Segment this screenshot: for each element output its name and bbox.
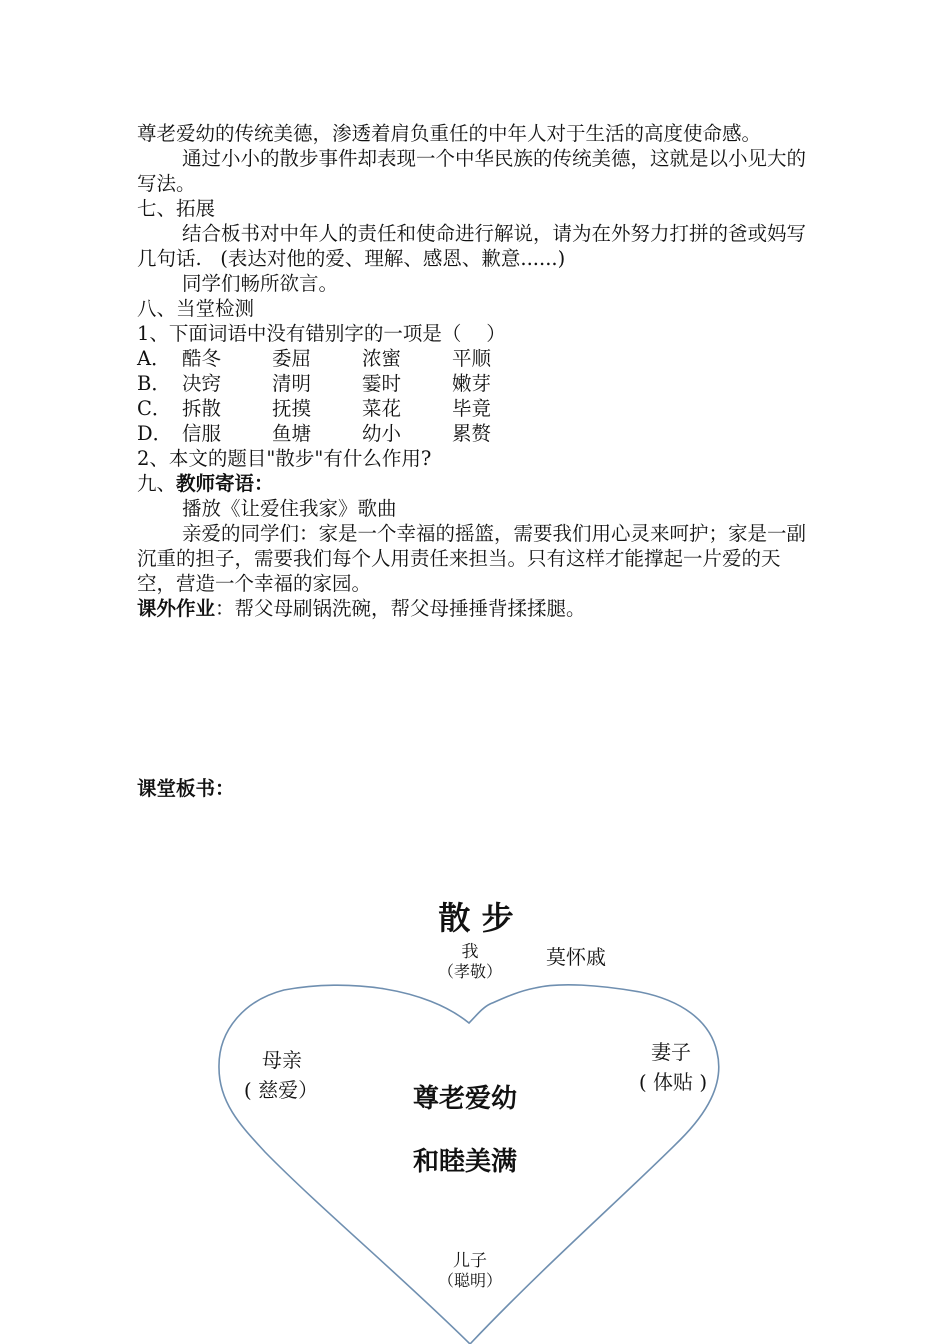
- option-key: B．: [137, 372, 171, 395]
- option-key: D．: [137, 422, 173, 445]
- option-b: [137, 371, 817, 396]
- label-me-trait: （孝敬）: [437, 962, 502, 981]
- question-1: 1、下面词语中没有错别字的一项是（ ）: [137, 322, 506, 345]
- option-a: [137, 346, 817, 371]
- option-word: 毕竟: [452, 397, 492, 420]
- option-word: 清明: [272, 372, 312, 395]
- option-key: A．: [137, 347, 171, 370]
- board-label: 课堂板书：: [137, 777, 235, 800]
- paragraph-teacher-message: 亲爱的同学们：家是一个幸福的摇篮，需要我们用心灵来呵护；家是一副沉重的担子，需要我们每个人用责任来担当。只有这样才能撑起一片爱的天空，营造一个幸福的家园。: [137, 522, 807, 595]
- blackboard-diagram: [200, 890, 760, 1344]
- option-word: 信服: [182, 422, 222, 445]
- paragraph-summary: 尊老爱幼的传统美德，渗透着肩负重任的中年人对于生活的高度使命感。: [137, 122, 762, 145]
- homework-line: [137, 596, 817, 621]
- question-2: 2、本文的题目"散步"有什么作用?: [137, 447, 432, 470]
- section-heading-teacher-message: [137, 471, 817, 496]
- section-heading-extension: 七、拓展: [137, 197, 216, 220]
- document-body: [137, 121, 817, 621]
- homework-text: ：帮父母刷锅洗碗，帮父母捶捶背揉揉腿。: [215, 597, 586, 620]
- label-mother: 母亲: [262, 1048, 302, 1072]
- paragraph-discussion: 同学们畅所欲言。: [182, 272, 339, 295]
- paragraph-extension-task: 结合板书对中年人的责任和使命进行解说，请为在外努力打拼的爸或妈写几句话. (表达对他的爱、理解、感恩、歉意......): [137, 222, 807, 270]
- option-c: [137, 396, 817, 421]
- option-word: 拆散: [182, 397, 222, 420]
- option-d: [137, 421, 817, 446]
- paragraph-writing-method: 通过小小的散步事件却表现一个中华民族的传统美德，这就是以小见大的写法。: [137, 147, 807, 195]
- option-word: 累赘: [452, 422, 492, 445]
- option-word: 委屈: [272, 347, 312, 370]
- label-author: 莫怀戚: [546, 945, 606, 969]
- option-word: 菜花: [362, 397, 402, 420]
- center-text-1: 尊老爱幼: [412, 1084, 517, 1114]
- option-word: 酷冬: [182, 347, 222, 370]
- homework-label: 课外作业: [137, 597, 216, 620]
- option-word: 鱼塘: [272, 422, 312, 445]
- label-wife-trait: ( 体贴 ): [638, 1070, 708, 1094]
- option-word: 平顺: [452, 347, 492, 370]
- paragraph-song: 播放《让爱住我家》歌曲: [182, 497, 397, 520]
- option-word: 嫩芽: [452, 372, 492, 395]
- option-word: 霎时: [362, 372, 402, 395]
- label-wife: 妻子: [651, 1040, 691, 1064]
- option-word: 决窍: [182, 372, 222, 395]
- label-me: 我: [461, 942, 479, 962]
- option-word: 浓蜜: [362, 347, 402, 370]
- option-key: C．: [137, 397, 172, 420]
- option-word: 幼小: [362, 422, 402, 445]
- board-title: 散 步: [438, 899, 514, 937]
- label-mother-trait: ( 慈爱）: [243, 1078, 319, 1102]
- label-son: 儿子: [453, 1251, 487, 1271]
- section-colon: ：: [254, 472, 274, 495]
- section-number: 九、: [137, 472, 177, 495]
- center-text-2: 和睦美满: [412, 1147, 517, 1177]
- section-heading-test: 八、当堂检测: [137, 297, 255, 320]
- section-title-bold: 教师寄语: [176, 472, 255, 495]
- label-son-trait: （聪明）: [437, 1271, 502, 1290]
- option-word: 抚摸: [272, 397, 312, 420]
